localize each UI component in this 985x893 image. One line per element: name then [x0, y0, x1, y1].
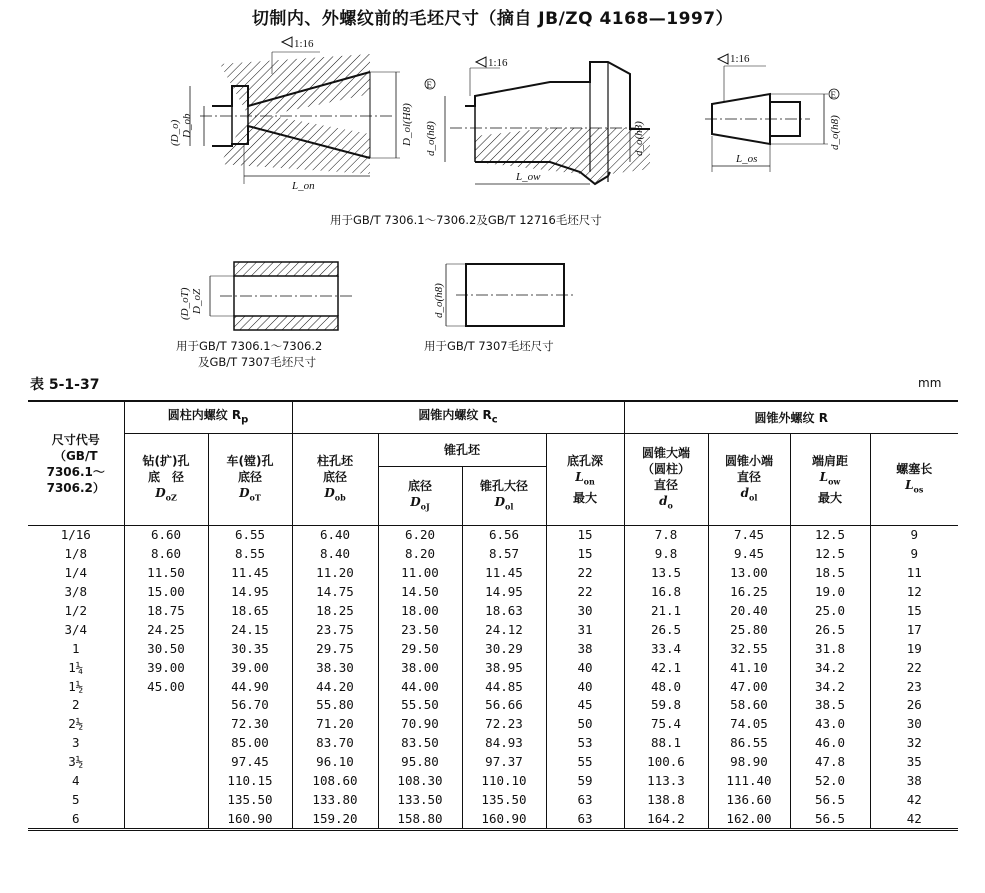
value-cell: 56.5 — [790, 809, 870, 829]
value-cell: 9 — [870, 526, 958, 545]
value-cell: 135.50 — [208, 790, 292, 809]
value-cell: 44.90 — [208, 677, 292, 696]
value-cell: 34.2 — [790, 677, 870, 696]
unit-label: mm — [918, 376, 942, 390]
value-cell: 15.00 — [124, 583, 208, 602]
caption-fig4-line2: 及GB/T 7307毛坯尺寸 — [198, 355, 317, 369]
value-cell: 138.8 — [624, 790, 708, 809]
value-cell: 43.0 — [790, 715, 870, 734]
value-cell: 135.50 — [462, 790, 546, 809]
value-cell: 18.00 — [378, 602, 462, 621]
size-code-cell: 2½ — [28, 715, 124, 734]
value-cell: 14.75 — [292, 583, 378, 602]
value-cell: 56.5 — [790, 790, 870, 809]
value-cell: 8.55 — [208, 545, 292, 564]
value-cell: 22 — [870, 658, 958, 677]
value-cell: 113.3 — [624, 772, 708, 791]
value-cell: 16.25 — [708, 583, 790, 602]
caption-fig1-3: 用于GB/T 7306.1～7306.2及GB/T 12716毛坯尺寸 — [330, 213, 602, 227]
fig5-dim: d_o(h8) — [433, 283, 445, 318]
value-cell: 9.45 — [708, 545, 790, 564]
fig1-taper-label: 1:16 — [294, 38, 314, 50]
value-cell: 8.20 — [378, 545, 462, 564]
fig2-mark: E — [426, 80, 432, 90]
fig1-dim-dob: D_ob — [181, 113, 193, 138]
value-cell: 63 — [546, 809, 624, 829]
value-cell: 19 — [870, 639, 958, 658]
table-row — [28, 772, 958, 791]
value-cell: 97.45 — [208, 753, 292, 772]
value-cell: 111.40 — [708, 772, 790, 791]
value-cell: 96.10 — [292, 753, 378, 772]
size-code-cell: 4 — [28, 772, 124, 791]
figure-internal-taper-blank — [160, 34, 420, 204]
value-cell: 30.50 — [124, 639, 208, 658]
value-cell: 24.25 — [124, 620, 208, 639]
value-cell: 23.75 — [292, 620, 378, 639]
value-cell: 100.6 — [624, 753, 708, 772]
value-cell: 15 — [870, 602, 958, 621]
fig2-dim-left: d_o(h8) — [425, 121, 437, 156]
table-row — [28, 809, 958, 829]
value-cell: 32 — [870, 734, 958, 753]
value-cell — [124, 790, 208, 809]
value-cell: 18.63 — [462, 602, 546, 621]
table-row — [28, 583, 958, 602]
value-cell: 22 — [546, 583, 624, 602]
value-cell: 47.8 — [790, 753, 870, 772]
table-label: 表 5-1-37 — [30, 377, 100, 393]
value-cell: 162.00 — [708, 809, 790, 829]
value-cell: 14.95 — [462, 583, 546, 602]
size-code-cell: 1 — [28, 639, 124, 658]
value-cell: 6.60 — [124, 526, 208, 545]
value-cell: 24.12 — [462, 620, 546, 639]
fig1-dim-dol: D_ol(H8) — [401, 103, 413, 146]
table-row — [28, 602, 958, 621]
value-cell: 83.50 — [378, 734, 462, 753]
value-cell: 71.20 — [292, 715, 378, 734]
value-cell: 110.10 — [462, 772, 546, 791]
fig2-dim-right: d_o(h8) — [633, 121, 645, 156]
value-cell: 83.70 — [292, 734, 378, 753]
value-cell: 38.30 — [292, 658, 378, 677]
header-drill-hole: 钻(扩)孔 底 径 $D_{oZ}$ — [124, 434, 208, 526]
value-cell: 160.90 — [208, 809, 292, 829]
value-cell: 6.56 — [462, 526, 546, 545]
value-cell: 30.35 — [208, 639, 292, 658]
value-cell: 44.00 — [378, 677, 462, 696]
value-cell: 95.80 — [378, 753, 462, 772]
value-cell: 48.0 — [624, 677, 708, 696]
fig4-dim-dot: (D_oT) — [179, 287, 191, 320]
header-small-end-dia: 圆锥小端 直径 $d_{ol}$ — [708, 434, 790, 526]
value-cell: 34.2 — [790, 658, 870, 677]
value-cell: 31 — [546, 620, 624, 639]
value-cell: 15 — [546, 526, 624, 545]
value-cell: 55.80 — [292, 696, 378, 715]
value-cell: 25.80 — [708, 620, 790, 639]
value-cell: 39.00 — [124, 658, 208, 677]
value-cell: 52.0 — [790, 772, 870, 791]
fig2-len-label: L_ow — [516, 171, 541, 183]
value-cell: 13.5 — [624, 564, 708, 583]
size-code-cell: 1¼ — [28, 658, 124, 677]
table-row — [28, 753, 958, 772]
page-title: 切制内、外螺纹前的毛坯尺寸（摘自 JB/ZQ 4168—1997） — [251, 9, 734, 29]
value-cell: 108.60 — [292, 772, 378, 791]
value-cell: 40 — [546, 658, 624, 677]
value-cell: 7.8 — [624, 526, 708, 545]
value-cell: 23.50 — [378, 620, 462, 639]
size-code-cell: 1/4 — [28, 564, 124, 583]
value-cell: 16.8 — [624, 583, 708, 602]
value-cell: 30.29 — [462, 639, 546, 658]
value-cell: 11.20 — [292, 564, 378, 583]
value-cell: 55 — [546, 753, 624, 772]
size-code-cell: 1/2 — [28, 602, 124, 621]
header-group-r: 圆锥外螺纹 R — [624, 401, 958, 434]
size-code-cell: 3½ — [28, 753, 124, 772]
value-cell: 11.45 — [208, 564, 292, 583]
size-code-cell: 2 — [28, 696, 124, 715]
value-cell: 55.50 — [378, 696, 462, 715]
value-cell: 13.00 — [708, 564, 790, 583]
value-cell: 11.50 — [124, 564, 208, 583]
figure-cylindrical-internal-blank — [160, 248, 360, 338]
value-cell: 58.60 — [708, 696, 790, 715]
value-cell: 158.80 — [378, 809, 462, 829]
size-code-cell: 3/8 — [28, 583, 124, 602]
value-cell: 59.8 — [624, 696, 708, 715]
value-cell: 74.05 — [708, 715, 790, 734]
header-plug-length: 螺塞长 $L_{os}$ — [870, 434, 958, 526]
header-taper-large-dia: 锥孔大径 $D_{ol}$ — [462, 467, 546, 526]
value-cell: 19.0 — [790, 583, 870, 602]
value-cell: 70.90 — [378, 715, 462, 734]
header-group-rc: 圆锥内螺纹 $R_c$ — [292, 401, 624, 434]
value-cell: 21.1 — [624, 602, 708, 621]
header-hole-depth: 底孔深 $L_{on}$ 最大 — [546, 434, 624, 526]
value-cell: 45 — [546, 696, 624, 715]
table-row — [28, 677, 958, 696]
value-cell: 14.95 — [208, 583, 292, 602]
header-group-rp: 圆柱内螺纹 $R_p$ — [124, 401, 292, 434]
value-cell: 8.40 — [292, 545, 378, 564]
value-cell: 98.90 — [708, 753, 790, 772]
value-cell: 160.90 — [462, 809, 546, 829]
value-cell: 23 — [870, 677, 958, 696]
value-cell: 12.5 — [790, 526, 870, 545]
value-cell: 15 — [546, 545, 624, 564]
value-cell: 133.50 — [378, 790, 462, 809]
value-cell: 11 — [870, 564, 958, 583]
value-cell — [124, 696, 208, 715]
table-row — [28, 715, 958, 734]
header-size-code: 尺寸代号 （GB/T 7306.1～ 7306.2） — [28, 401, 124, 526]
value-cell: 33.4 — [624, 639, 708, 658]
value-cell: 9 — [870, 545, 958, 564]
value-cell: 17 — [870, 620, 958, 639]
table-row — [28, 639, 958, 658]
value-cell: 12.5 — [790, 545, 870, 564]
value-cell: 159.20 — [292, 809, 378, 829]
size-code-cell: 3 — [28, 734, 124, 753]
value-cell: 6.40 — [292, 526, 378, 545]
header-taper-hole-blank: 锥孔坯 — [378, 434, 546, 467]
header-turned-hole: 车(镗)孔 底径 $D_{oT}$ — [208, 434, 292, 526]
fig4-dim-doz: D_oZ — [191, 288, 203, 314]
size-code-cell: 1/8 — [28, 545, 124, 564]
value-cell: 26.5 — [624, 620, 708, 639]
value-cell: 108.30 — [378, 772, 462, 791]
value-cell — [124, 809, 208, 829]
value-cell: 164.2 — [624, 809, 708, 829]
value-cell: 35 — [870, 753, 958, 772]
value-cell: 38.95 — [462, 658, 546, 677]
value-cell: 12 — [870, 583, 958, 602]
header-cyl-hole-blank: 柱孔坯 底径 $D_{ob}$ — [292, 434, 378, 526]
value-cell: 59 — [546, 772, 624, 791]
table-row — [28, 526, 958, 545]
value-cell: 38.5 — [790, 696, 870, 715]
value-cell: 41.10 — [708, 658, 790, 677]
table-row — [28, 790, 958, 809]
value-cell: 50 — [546, 715, 624, 734]
value-cell: 46.0 — [790, 734, 870, 753]
size-code-cell: 5 — [28, 790, 124, 809]
blank-dimension-table — [28, 400, 958, 831]
table-row — [28, 620, 958, 639]
value-cell: 25.0 — [790, 602, 870, 621]
size-code-cell: 3/4 — [28, 620, 124, 639]
value-cell — [124, 715, 208, 734]
value-cell: 26.5 — [790, 620, 870, 639]
value-cell — [124, 734, 208, 753]
value-cell: 11.00 — [378, 564, 462, 583]
value-cell: 30 — [870, 715, 958, 734]
value-cell: 42.1 — [624, 658, 708, 677]
value-cell: 39.00 — [208, 658, 292, 677]
value-cell: 18.65 — [208, 602, 292, 621]
value-cell: 18.75 — [124, 602, 208, 621]
value-cell: 7.45 — [708, 526, 790, 545]
value-cell: 30 — [546, 602, 624, 621]
value-cell — [124, 772, 208, 791]
size-code-cell: 1/16 — [28, 526, 124, 545]
value-cell: 9.8 — [624, 545, 708, 564]
value-cell: 42 — [870, 790, 958, 809]
value-cell: 88.1 — [624, 734, 708, 753]
value-cell: 72.23 — [462, 715, 546, 734]
figure-plug-external-blank — [700, 44, 860, 184]
value-cell: 84.93 — [462, 734, 546, 753]
value-cell: 29.50 — [378, 639, 462, 658]
value-cell: 20.40 — [708, 602, 790, 621]
value-cell: 45.00 — [124, 677, 208, 696]
value-cell: 63 — [546, 790, 624, 809]
header-taper-bottom-dia: 底径 $D_{oJ}$ — [378, 467, 462, 526]
value-cell: 32.55 — [708, 639, 790, 658]
value-cell: 11.45 — [462, 564, 546, 583]
fig1-len-label: L_on — [292, 180, 315, 192]
caption-fig4-line1: 用于GB/T 7306.1～7306.2 — [176, 339, 323, 353]
value-cell: 18.5 — [790, 564, 870, 583]
value-cell: 56.70 — [208, 696, 292, 715]
value-cell — [124, 753, 208, 772]
value-cell: 72.30 — [208, 715, 292, 734]
value-cell: 42 — [870, 809, 958, 829]
value-cell: 97.37 — [462, 753, 546, 772]
value-cell: 6.20 — [378, 526, 462, 545]
table-row — [28, 658, 958, 677]
value-cell: 75.4 — [624, 715, 708, 734]
fig3-mark: E — [830, 90, 836, 100]
value-cell: 110.15 — [208, 772, 292, 791]
value-cell: 86.55 — [708, 734, 790, 753]
value-cell: 38.00 — [378, 658, 462, 677]
value-cell: 8.60 — [124, 545, 208, 564]
fig3-len-label: L_os — [736, 153, 758, 165]
value-cell: 38 — [546, 639, 624, 658]
value-cell: 31.8 — [790, 639, 870, 658]
figure-cylindrical-external-blank — [420, 256, 580, 336]
table-row — [28, 545, 958, 564]
table-row — [28, 564, 958, 583]
value-cell: 6.55 — [208, 526, 292, 545]
caption-fig5: 用于GB/T 7307毛坯尺寸 — [424, 339, 554, 353]
value-cell: 18.25 — [292, 602, 378, 621]
fig3-taper-label: 1:16 — [730, 53, 750, 65]
size-code-cell: 6 — [28, 809, 124, 829]
table-row — [28, 696, 958, 715]
value-cell: 29.75 — [292, 639, 378, 658]
value-cell: 22 — [546, 564, 624, 583]
value-cell: 8.57 — [462, 545, 546, 564]
value-cell: 85.00 — [208, 734, 292, 753]
value-cell: 44.20 — [292, 677, 378, 696]
header-large-end-dia: 圆锥大端 （圆柱） 直径 $d_o$ — [624, 434, 708, 526]
value-cell: 44.85 — [462, 677, 546, 696]
table-row — [28, 734, 958, 753]
value-cell: 40 — [546, 677, 624, 696]
value-cell: 38 — [870, 772, 958, 791]
size-code-cell: 1½ — [28, 677, 124, 696]
value-cell: 133.80 — [292, 790, 378, 809]
fig3-dim-right: d_o(h8) — [829, 115, 841, 150]
value-cell: 53 — [546, 734, 624, 753]
fig2-taper-label: 1:16 — [488, 57, 508, 69]
fig1-dim-do: (D_o) — [169, 119, 181, 146]
value-cell: 26 — [870, 696, 958, 715]
value-cell: 136.60 — [708, 790, 790, 809]
header-shoulder-dist: 端肩距 $L_{ow}$ 最大 — [790, 434, 870, 526]
figure-shoulder-external-blank — [420, 44, 650, 194]
value-cell: 56.66 — [462, 696, 546, 715]
value-cell: 14.50 — [378, 583, 462, 602]
value-cell: 24.15 — [208, 620, 292, 639]
value-cell: 47.00 — [708, 677, 790, 696]
